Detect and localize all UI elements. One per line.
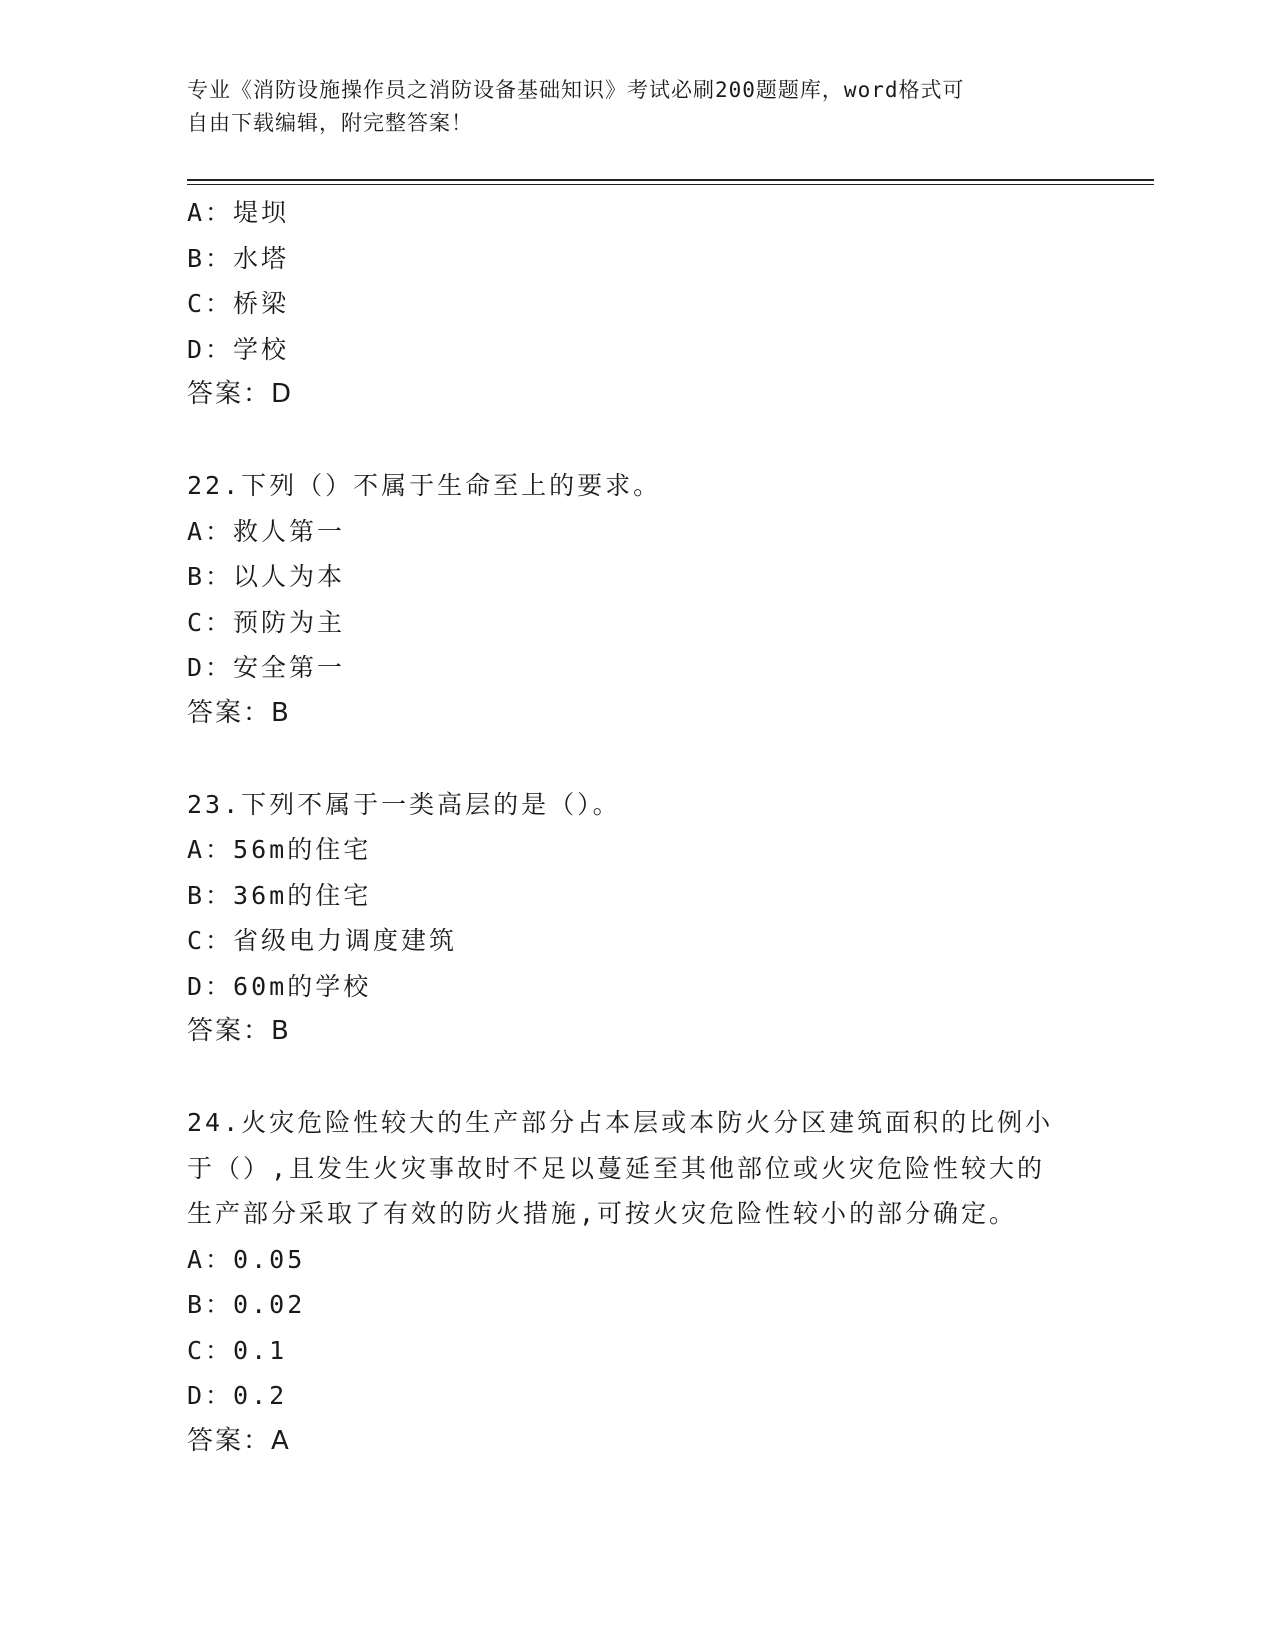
header-title-line-1: 专业《消防设施操作员之消防设备基础知识》考试必刷200题题库，word格式可: [187, 78, 965, 102]
spacer: [187, 736, 1087, 782]
option-a: A：堤坝: [187, 198, 290, 227]
option-b: B：0.02: [187, 1290, 306, 1319]
answer-line: 答案：B: [187, 1016, 291, 1046]
option-c: C：省级电力调度建筑: [187, 926, 458, 955]
question-stem-line-1: 24.火灾危险性较大的生产部分占本层或本防火分区建筑面积的比例小: [187, 1108, 1054, 1137]
option-d: D：学校: [187, 334, 290, 364]
question-list: [187, 190, 1087, 1464]
option-c: C：0.1: [187, 1335, 288, 1365]
option-d: D：0.2: [187, 1381, 288, 1410]
answer-line: 答案：D: [187, 379, 294, 409]
option-d: D：安全第一: [187, 653, 346, 682]
option-c: C：桥梁: [187, 289, 290, 318]
question-23: [187, 782, 1087, 1055]
question-24: [187, 1100, 1087, 1464]
option-a: A：56m的住宅: [187, 835, 372, 864]
option-c: C：预防为主: [187, 607, 346, 637]
option-b: B：水塔: [187, 243, 290, 273]
option-b: B：以人为本: [187, 562, 346, 591]
question-stem: 23.下列不属于一类高层的是（）。: [187, 789, 621, 819]
header-divider-thin: [187, 184, 1154, 185]
header-divider-thick: [187, 179, 1154, 181]
option-a: A：救人第一: [187, 516, 346, 546]
option-b: B：36m的住宅: [187, 880, 372, 910]
option-a: A：0.05: [187, 1244, 306, 1274]
answer-line: 答案：A: [187, 1425, 291, 1456]
spacer: [187, 418, 1087, 464]
question-22: [187, 463, 1087, 736]
question-stem: 22.下列（）不属于生命至上的要求。: [187, 471, 662, 500]
question-21: [187, 190, 1087, 418]
header-title-line-2: 自由下载编辑，附完整答案！: [187, 111, 473, 135]
question-stem-line-2: 于（）,且发生火灾事故时不足以蔓延至其他部位或火灾危险性较大的: [187, 1153, 1046, 1183]
answer-line: 答案：B: [187, 697, 291, 728]
option-d: D：60m的学校: [187, 971, 372, 1001]
question-stem-line-3: 生产部分采取了有效的防火措施,可按火灾危险性较小的部分确定。: [187, 1199, 1018, 1228]
document-header: [187, 74, 1077, 140]
spacer: [187, 1055, 1087, 1101]
